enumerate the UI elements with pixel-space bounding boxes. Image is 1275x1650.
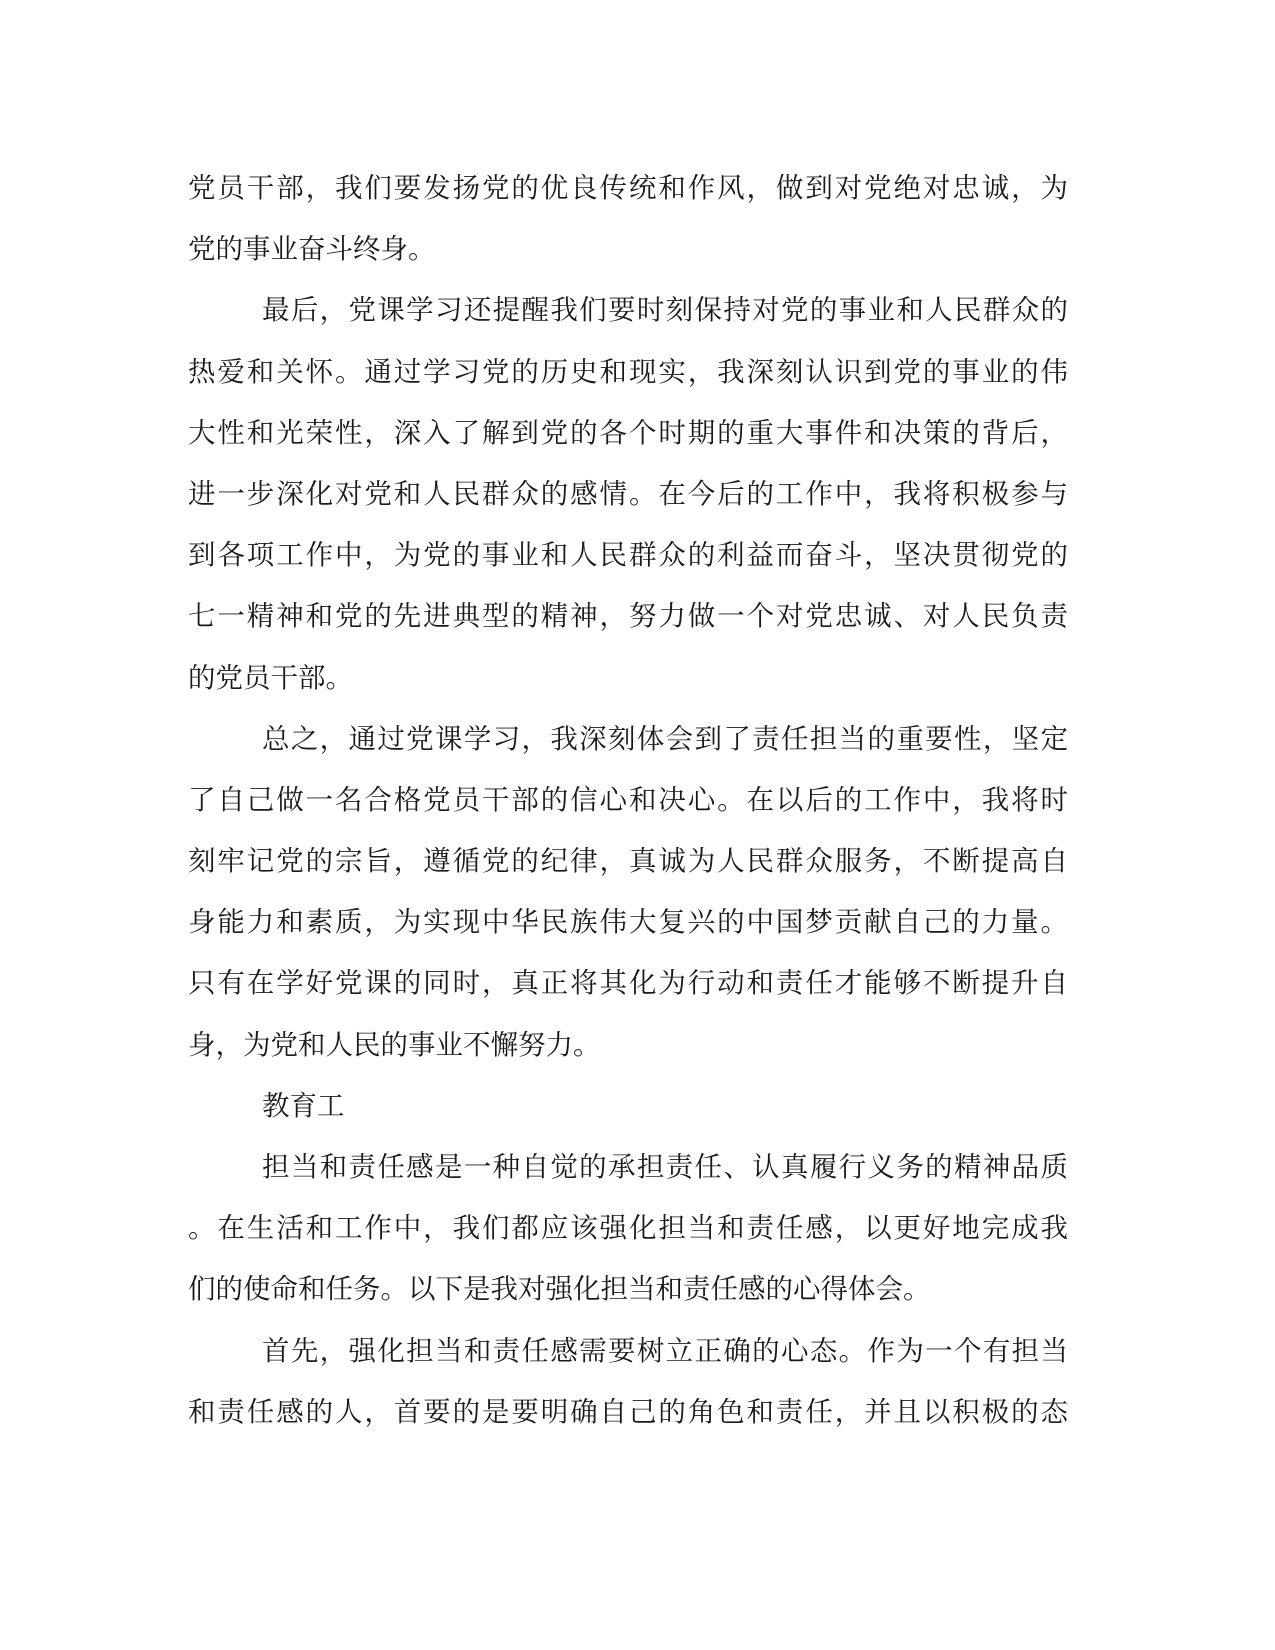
text-line: 和责任感的人，首要的是要明确自己的角色和责任，并且以积极的态 — [188, 1395, 1068, 1428]
text-line: 担当和责任感是一种自觉的承担责任、认真履行义务的精神品质 — [262, 1151, 1068, 1183]
text-line: 刻牢记党的宗旨，遵循党的纪律，真诚为人民群众服务，不断提高自 — [188, 845, 1068, 878]
text-line: 热爱和关怀。通过学习党的历史和现实，我深刻认识到党的事业的伟 — [188, 355, 1068, 388]
text-line: 七一精神和党的先进典型的精神，努力做一个对党忠诚、对人民负责 — [188, 600, 1068, 633]
text-line: 只有在学好党课的同时，真正将其化为行动和责任才能够不断提升自 — [188, 967, 1068, 1000]
text-line: 身，为党和人民的事业不懈努力。 — [188, 1028, 601, 1061]
text-line: 进一步深化对党和人民群众的感情。在今后的工作中，我将积极参与 — [188, 477, 1068, 510]
text-line: 到各项工作中，为党的事业和人民群众的利益而奋斗，坚决贯彻党的 — [188, 539, 1068, 572]
text-line: 的党员干部。 — [188, 661, 353, 694]
text-line: 身能力和素质，为实现中华民族伟大复兴的中国梦贡献自己的力量。 — [188, 906, 1068, 939]
text-line: 最后，党课学习还提醒我们要时刻保持对党的事业和人民群众的 — [262, 294, 1068, 327]
document-body — [188, 158, 1068, 1443]
text-line: 党的事业奋斗终身。 — [188, 233, 436, 266]
text-line: 首先，强化担当和责任感需要树立正确的心态。作为一个有担当 — [262, 1334, 1068, 1367]
text-line: 了自己做一名合格党员干部的信心和决心。在以后的工作中，我将时 — [188, 783, 1068, 816]
text-line: 教育工 — [262, 1089, 345, 1122]
text-line: 党员干部，我们要发扬党的优良传统和作风，做到对党绝对忠诚，为 — [188, 172, 1068, 204]
text-line: 。在生活和工作中，我们都应该强化担当和责任感，以更好地完成我 — [188, 1212, 1068, 1245]
text-line: 们的使命和任务。以下是我对强化担当和责任感的心得体会。 — [188, 1273, 931, 1306]
text-line: 大性和光荣性，深入了解到党的各个时期的重大事件和决策的背后， — [188, 416, 1068, 449]
text-line: 总之，通过党课学习，我深刻体会到了责任担当的重要性，坚定 — [262, 722, 1068, 755]
